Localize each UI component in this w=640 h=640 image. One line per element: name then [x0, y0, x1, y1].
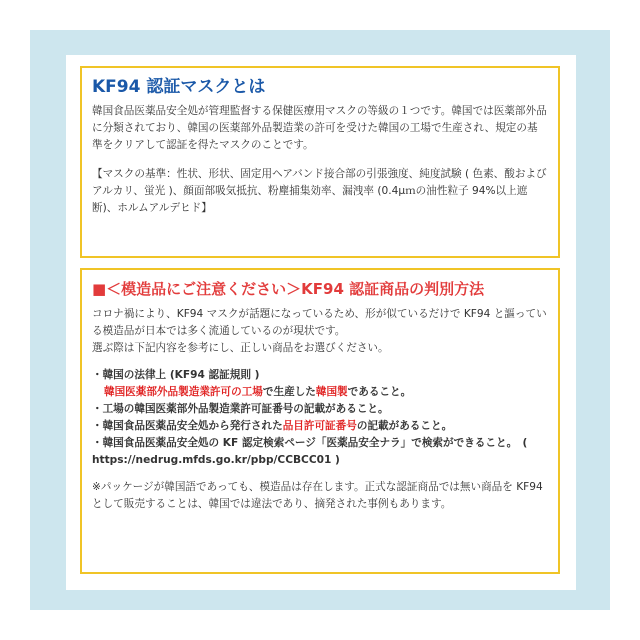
counterfeit-warning-card — [80, 268, 560, 574]
checklist — [92, 367, 548, 469]
highlight-text: 韓国医薬部外品製造業許可の工場 — [104, 386, 263, 398]
warning-title: ■＜模造品にご注意ください＞KF94 認証商品の判別方法 — [92, 280, 485, 298]
checklist-item — [92, 401, 548, 418]
checklist-item — [92, 418, 548, 435]
checklist-item — [92, 367, 548, 401]
warning-intro-2: 選ぶ際は下記内容を参考にし、正しい商品をお選びください。 — [92, 342, 389, 354]
mask-standards-text: 【マスクの基準：性状、形状、固定用ヘアバンド接合部の引張強度、純度試験 ( 色素、酸およびアルカリ、蛍光 )、顔面部吸気抵抗、粉塵捕集効率、漏洩率 (0.4μｍの油性粒子 94%以上遮断)、ホルムアルデヒド】 — [92, 168, 547, 214]
definition-paragraph: 韓国食品医薬品安全処が管理監督する保健医療用マスクの等級の１つです。韓国では医薬部外品に分類されており、韓国の医薬部外品製造業の許可を受けた韓国の工場で生産され、規定の基準をクリアして認証を得たマスクのことです。 — [92, 105, 547, 151]
definition-title: KF94 認証マスクとは — [92, 77, 266, 97]
package-note: ※パッケージが韓国語であっても、模造品は存在します。正式な認証商品では無い商品を KF94 として販売することは、韓国では違法であり、摘発された事例もあります。 — [92, 481, 543, 510]
highlight-text: 品目許可証番号 — [282, 420, 357, 432]
checklist-item — [92, 435, 548, 469]
checklist-item-text: ・韓国食品医薬品安全処の KF 認定検索ページ「医薬品安全ナラ」で検索ができること。 ( https://nedrug.mfds.go.kr/pbp/CCBCC01 ) — [92, 437, 528, 466]
checklist-item-text: ・韓国の法律上 (KF94 認証規則 ) — [92, 369, 260, 381]
checklist-item-text: で生産した — [262, 386, 316, 398]
highlight-text: 韓国製 — [315, 386, 348, 398]
checklist-item-text: ・韓国食品医薬品安全処から発行された — [92, 420, 283, 432]
checklist-item-text: の記載があること。 — [356, 420, 453, 432]
warning-intro: コロナ禍により、KF94 マスクが話題になっているため、形が似ているだけで KF94 と謳っている模造品が日本では多く流通しているのが現状です。 — [92, 308, 547, 337]
checklist-item-text: ・工場の韓国医薬部外品製造業許可証番号の記載があること。 — [92, 403, 389, 415]
checklist-item-text: であること。 — [347, 386, 412, 398]
kf94-definition-card — [80, 66, 560, 258]
